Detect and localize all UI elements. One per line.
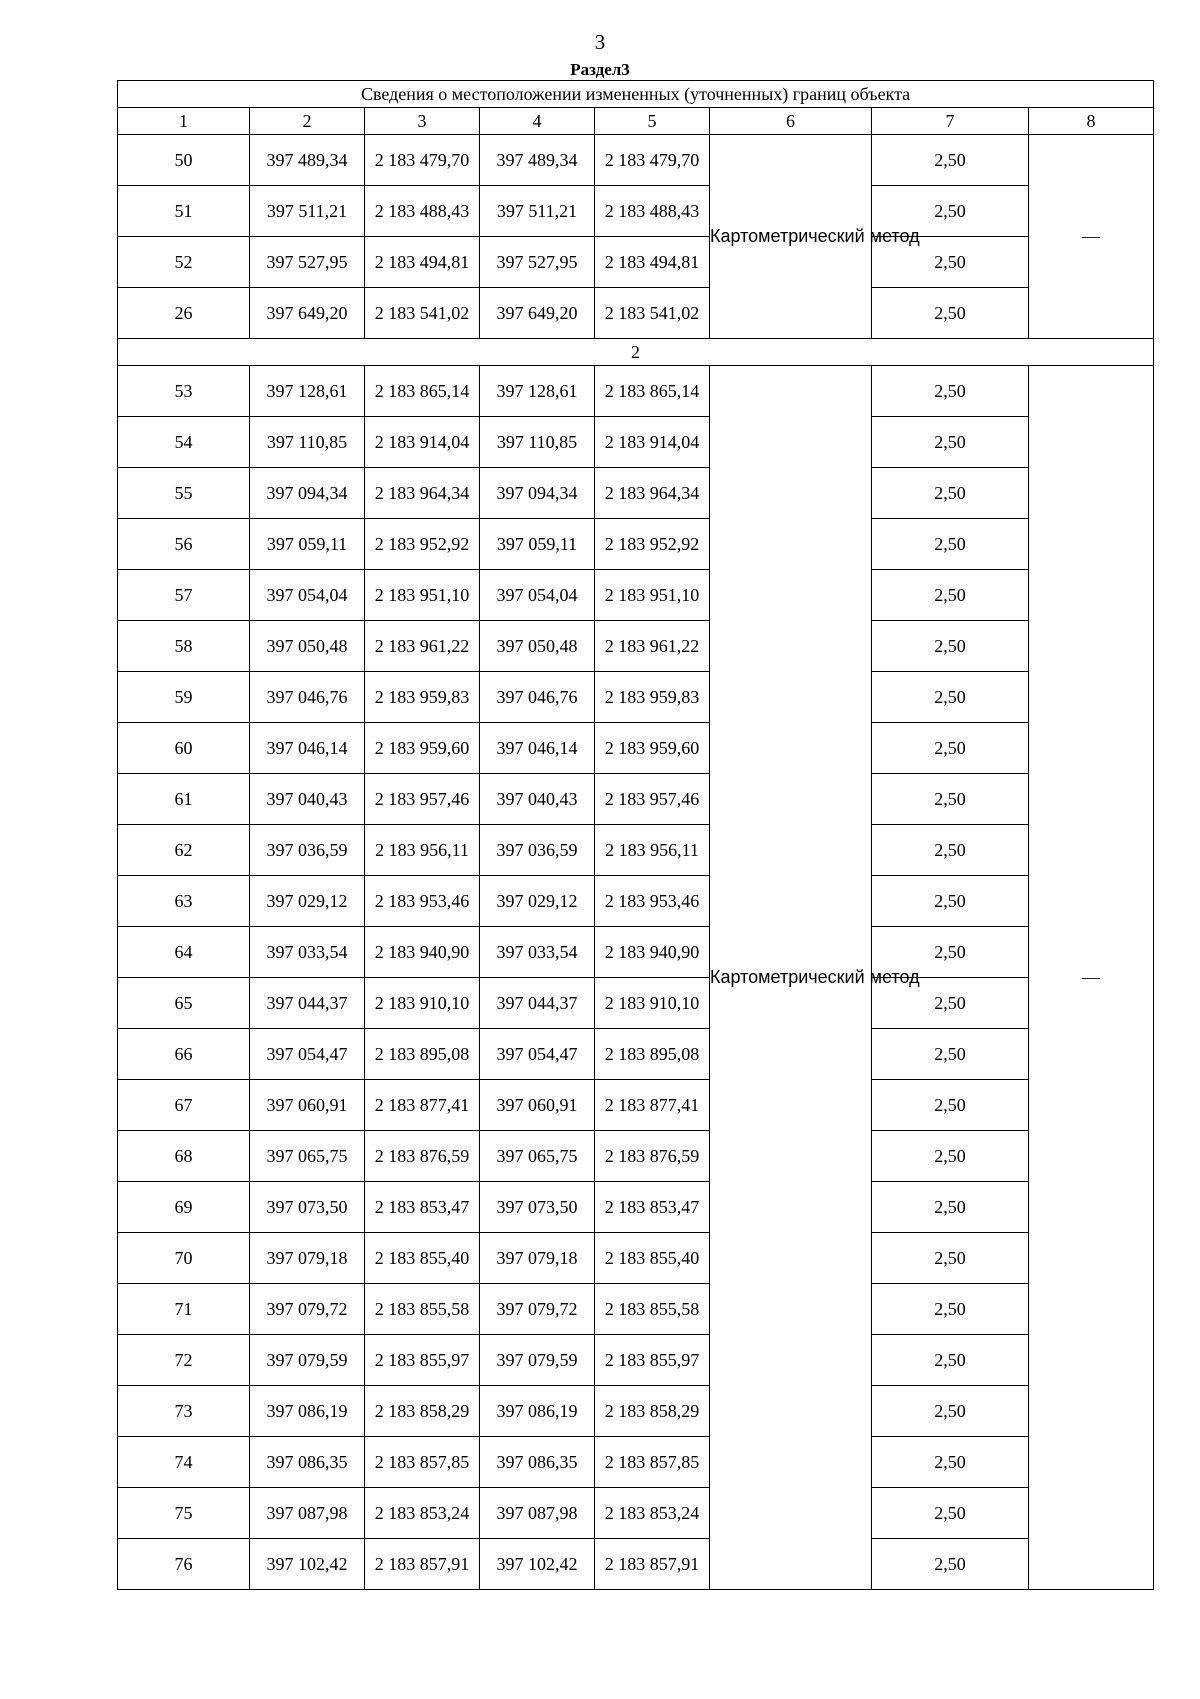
x-existing-cell: 397 527,95 [250,237,365,288]
accuracy-cell: 2,50 [872,288,1029,339]
accuracy-cell: 2,50 [872,825,1029,876]
point-number-cell: 72 [118,1335,250,1386]
accuracy-cell: 2,50 [872,621,1029,672]
y-new-cell: 2 183 895,08 [595,1029,710,1080]
column-header-row [118,108,1154,135]
point-number-cell: 74 [118,1437,250,1488]
x-existing-cell: 397 079,72 [250,1284,365,1335]
x-new-cell: 397 029,12 [480,876,595,927]
x-new-cell: 397 128,61 [480,366,595,417]
y-new-cell: 2 183 494,81 [595,237,710,288]
x-new-cell: 397 086,19 [480,1386,595,1437]
table-row [118,1539,1154,1590]
point-number-cell: 61 [118,774,250,825]
x-existing-cell: 397 050,48 [250,621,365,672]
x-existing-cell: 397 054,04 [250,570,365,621]
accuracy-cell: 2,50 [872,1284,1029,1335]
point-number-cell: 54 [118,417,250,468]
x-new-cell: 397 110,85 [480,417,595,468]
x-new-cell: 397 489,34 [480,135,595,186]
table-row [118,978,1154,1029]
x-existing-cell: 397 649,20 [250,288,365,339]
column-header: 6 [710,108,872,135]
point-number-cell: 70 [118,1233,250,1284]
point-number-cell: 73 [118,1386,250,1437]
x-new-cell: 397 511,21 [480,186,595,237]
accuracy-cell: 2,50 [872,1029,1029,1080]
y-new-cell: 2 183 961,22 [595,621,710,672]
y-new-cell: 2 183 479,70 [595,135,710,186]
table-row [118,366,1154,417]
accuracy-cell: 2,50 [872,570,1029,621]
y-new-cell: 2 183 865,14 [595,366,710,417]
point-number-cell: 51 [118,186,250,237]
table-row [118,774,1154,825]
x-new-cell: 397 046,14 [480,723,595,774]
point-number-cell: 66 [118,1029,250,1080]
x-existing-cell: 397 033,54 [250,927,365,978]
accuracy-cell: 2,50 [872,978,1029,1029]
point-number-cell: 55 [118,468,250,519]
x-new-cell: 397 060,91 [480,1080,595,1131]
accuracy-cell: 2,50 [872,774,1029,825]
y-new-cell: 2 183 855,97 [595,1335,710,1386]
table-row [118,1182,1154,1233]
x-existing-cell: 397 036,59 [250,825,365,876]
x-new-cell: 397 065,75 [480,1131,595,1182]
accuracy-cell: 2,50 [872,417,1029,468]
point-number-cell: 69 [118,1182,250,1233]
point-number-cell: 76 [118,1539,250,1590]
y-new-cell: 2 183 951,10 [595,570,710,621]
x-new-cell: 397 079,72 [480,1284,595,1335]
point-number-cell: 59 [118,672,250,723]
note-cell: — [1029,135,1154,339]
point-number-cell: 50 [118,135,250,186]
table-row [118,1335,1154,1386]
x-new-cell: 397 087,98 [480,1488,595,1539]
x-existing-cell: 397 054,47 [250,1029,365,1080]
table-row [118,825,1154,876]
x-existing-cell: 397 059,11 [250,519,365,570]
x-new-cell: 397 033,54 [480,927,595,978]
y-existing-cell: 2 183 876,59 [365,1131,480,1182]
x-existing-cell: 397 102,42 [250,1539,365,1590]
x-existing-cell: 397 044,37 [250,978,365,1029]
point-number-cell: 56 [118,519,250,570]
point-number-cell: 52 [118,237,250,288]
point-number-cell: 75 [118,1488,250,1539]
y-existing-cell: 2 183 855,58 [365,1284,480,1335]
table-row [118,1080,1154,1131]
y-existing-cell: 2 183 479,70 [365,135,480,186]
table-row [118,621,1154,672]
column-header: 5 [595,108,710,135]
accuracy-cell: 2,50 [872,1182,1029,1233]
accuracy-cell: 2,50 [872,1131,1029,1182]
accuracy-cell: 2,50 [872,672,1029,723]
accuracy-cell: 2,50 [872,135,1029,186]
accuracy-cell: 2,50 [872,468,1029,519]
accuracy-cell: 2,50 [872,237,1029,288]
method-cell: Картометрический метод [710,366,872,1590]
y-new-cell: 2 183 964,34 [595,468,710,519]
point-number-cell: 64 [118,927,250,978]
x-existing-cell: 397 094,34 [250,468,365,519]
point-number-cell: 68 [118,1131,250,1182]
x-existing-cell: 397 489,34 [250,135,365,186]
y-existing-cell: 2 183 877,41 [365,1080,480,1131]
x-existing-cell: 397 040,43 [250,774,365,825]
x-new-cell: 397 040,43 [480,774,595,825]
x-existing-cell: 397 046,76 [250,672,365,723]
y-new-cell: 2 183 940,90 [595,927,710,978]
table-body [118,135,1154,1590]
y-new-cell: 2 183 855,58 [595,1284,710,1335]
y-existing-cell: 2 183 488,43 [365,186,480,237]
y-existing-cell: 2 183 857,91 [365,1539,480,1590]
table-row [118,1386,1154,1437]
x-new-cell: 397 054,04 [480,570,595,621]
accuracy-cell: 2,50 [872,1335,1029,1386]
table-row [118,237,1154,288]
x-existing-cell: 397 086,19 [250,1386,365,1437]
y-existing-cell: 2 183 865,14 [365,366,480,417]
y-existing-cell: 2 183 855,97 [365,1335,480,1386]
y-existing-cell: 2 183 853,24 [365,1488,480,1539]
accuracy-cell: 2,50 [872,519,1029,570]
x-new-cell: 397 046,76 [480,672,595,723]
point-number-cell: 63 [118,876,250,927]
table-row [118,468,1154,519]
x-existing-cell: 397 060,91 [250,1080,365,1131]
y-new-cell: 2 183 876,59 [595,1131,710,1182]
table-row [118,186,1154,237]
y-new-cell: 2 183 853,24 [595,1488,710,1539]
x-existing-cell: 397 065,75 [250,1131,365,1182]
point-number-cell: 71 [118,1284,250,1335]
x-new-cell: 397 649,20 [480,288,595,339]
y-existing-cell: 2 183 940,90 [365,927,480,978]
y-existing-cell: 2 183 910,10 [365,978,480,1029]
table-row [118,723,1154,774]
point-number-cell: 60 [118,723,250,774]
x-existing-cell: 397 029,12 [250,876,365,927]
table-row [118,672,1154,723]
y-new-cell: 2 183 910,10 [595,978,710,1029]
column-header: 8 [1029,108,1154,135]
accuracy-cell: 2,50 [872,1437,1029,1488]
table-row [118,1284,1154,1335]
x-new-cell: 397 086,35 [480,1437,595,1488]
accuracy-cell: 2,50 [872,1539,1029,1590]
x-new-cell: 397 054,47 [480,1029,595,1080]
point-number-cell: 62 [118,825,250,876]
x-existing-cell: 397 087,98 [250,1488,365,1539]
table-caption: Сведения о местоположении измененных (уточненных) границ объекта [118,81,1154,108]
y-new-cell: 2 183 488,43 [595,186,710,237]
x-new-cell: 397 102,42 [480,1539,595,1590]
x-new-cell: 397 059,11 [480,519,595,570]
y-new-cell: 2 183 877,41 [595,1080,710,1131]
y-new-cell: 2 183 541,02 [595,288,710,339]
y-new-cell: 2 183 857,85 [595,1437,710,1488]
column-header: 4 [480,108,595,135]
x-new-cell: 397 036,59 [480,825,595,876]
y-new-cell: 2 183 914,04 [595,417,710,468]
y-new-cell: 2 183 855,40 [595,1233,710,1284]
table-row [118,1488,1154,1539]
y-existing-cell: 2 183 853,47 [365,1182,480,1233]
accuracy-cell: 2,50 [872,927,1029,978]
x-existing-cell: 397 046,14 [250,723,365,774]
column-header: 1 [118,108,250,135]
table-row [118,1437,1154,1488]
y-existing-cell: 2 183 959,83 [365,672,480,723]
table-row [118,1131,1154,1182]
point-number-cell: 26 [118,288,250,339]
boundary-coordinates-table [117,80,1154,1590]
column-header: 2 [250,108,365,135]
y-new-cell: 2 183 959,60 [595,723,710,774]
x-new-cell: 397 527,95 [480,237,595,288]
y-new-cell: 2 183 953,46 [595,876,710,927]
x-existing-cell: 397 073,50 [250,1182,365,1233]
y-existing-cell: 2 183 858,29 [365,1386,480,1437]
table-row [118,519,1154,570]
accuracy-cell: 2,50 [872,723,1029,774]
table-row [118,1233,1154,1284]
table-row [118,927,1154,978]
point-number-cell: 53 [118,366,250,417]
section-title: Раздел3 [570,60,630,79]
point-number-cell: 67 [118,1080,250,1131]
contour-label: 2 [118,339,1154,366]
accuracy-cell: 2,50 [872,1233,1029,1284]
y-new-cell: 2 183 857,91 [595,1539,710,1590]
x-existing-cell: 397 079,18 [250,1233,365,1284]
accuracy-cell: 2,50 [872,366,1029,417]
table-row [118,288,1154,339]
point-number-cell: 57 [118,570,250,621]
y-existing-cell: 2 183 952,92 [365,519,480,570]
column-header: 3 [365,108,480,135]
x-existing-cell: 397 079,59 [250,1335,365,1386]
x-new-cell: 397 079,18 [480,1233,595,1284]
x-existing-cell: 397 110,85 [250,417,365,468]
y-existing-cell: 2 183 494,81 [365,237,480,288]
x-new-cell: 397 094,34 [480,468,595,519]
page-number: 3 [594,30,606,54]
x-existing-cell: 397 511,21 [250,186,365,237]
y-existing-cell: 2 183 959,60 [365,723,480,774]
point-number-cell: 58 [118,621,250,672]
y-existing-cell: 2 183 953,46 [365,876,480,927]
y-new-cell: 2 183 956,11 [595,825,710,876]
y-existing-cell: 2 183 956,11 [365,825,480,876]
y-existing-cell: 2 183 961,22 [365,621,480,672]
y-new-cell: 2 183 858,29 [595,1386,710,1437]
x-new-cell: 397 079,59 [480,1335,595,1386]
column-header: 7 [872,108,1029,135]
y-new-cell: 2 183 959,83 [595,672,710,723]
point-number-cell: 65 [118,978,250,1029]
y-new-cell: 2 183 853,47 [595,1182,710,1233]
y-existing-cell: 2 183 951,10 [365,570,480,621]
y-existing-cell: 2 183 914,04 [365,417,480,468]
y-existing-cell: 2 183 895,08 [365,1029,480,1080]
x-existing-cell: 397 128,61 [250,366,365,417]
table-row [118,417,1154,468]
x-new-cell: 397 073,50 [480,1182,595,1233]
x-existing-cell: 397 086,35 [250,1437,365,1488]
table-row [118,1029,1154,1080]
x-new-cell: 397 050,48 [480,621,595,672]
y-existing-cell: 2 183 541,02 [365,288,480,339]
accuracy-cell: 2,50 [872,1386,1029,1437]
accuracy-cell: 2,50 [872,1488,1029,1539]
table-row [118,135,1154,186]
accuracy-cell: 2,50 [872,1080,1029,1131]
y-existing-cell: 2 183 855,40 [365,1233,480,1284]
y-new-cell: 2 183 957,46 [595,774,710,825]
table-row [118,570,1154,621]
method-cell: Картометрический метод [710,135,872,339]
table-row [118,876,1154,927]
y-existing-cell: 2 183 957,46 [365,774,480,825]
x-new-cell: 397 044,37 [480,978,595,1029]
accuracy-cell: 2,50 [872,186,1029,237]
note-cell: — [1029,366,1154,1590]
y-new-cell: 2 183 952,92 [595,519,710,570]
accuracy-cell: 2,50 [872,876,1029,927]
table-caption-row [118,81,1154,108]
y-existing-cell: 2 183 857,85 [365,1437,480,1488]
y-existing-cell: 2 183 964,34 [365,468,480,519]
contour-group-row [118,339,1154,366]
